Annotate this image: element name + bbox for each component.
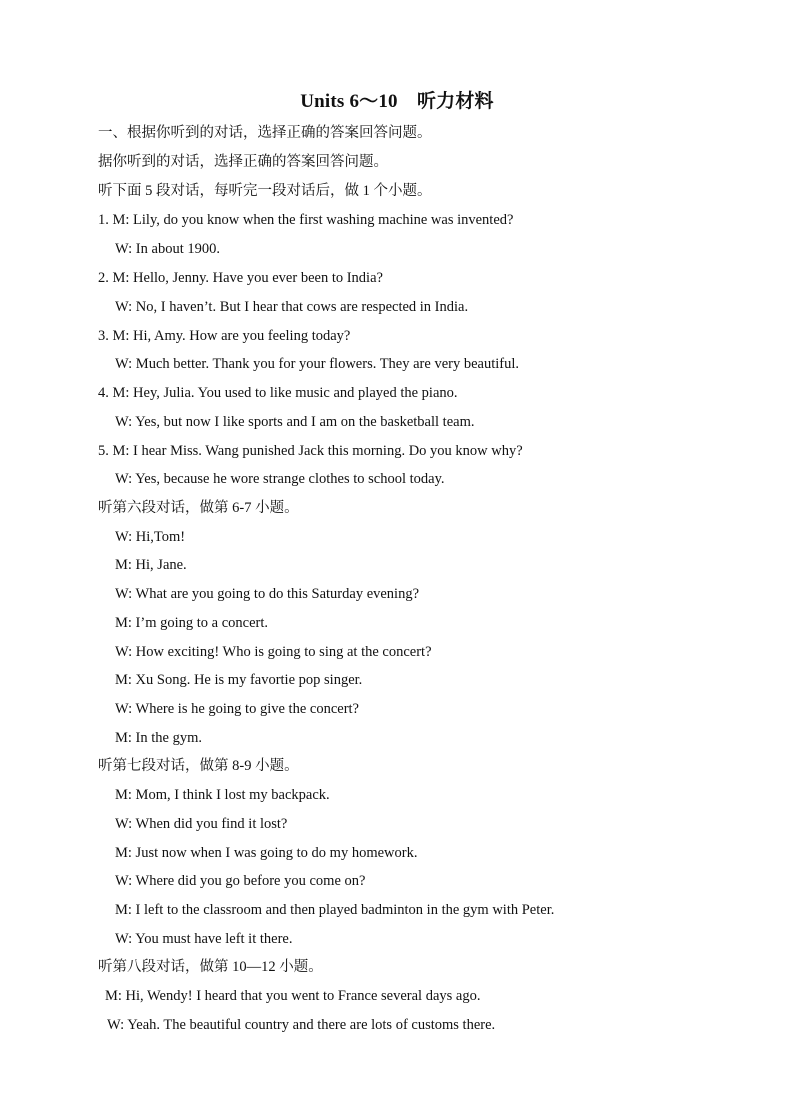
- dialogue-line: W: Yes, but now I like sports and I am on the basketball team.: [115, 414, 475, 430]
- dialogue-line: M: I’m going to a concert.: [115, 615, 269, 631]
- dialogue-line: W: Yeah. The beautiful country and there are lots of customs there.: [107, 1017, 496, 1033]
- dialogue-line: 2. M: Hello, Jenny. Have you ever been to India?: [98, 270, 383, 286]
- section-instruction: 据你听到的对话，选择正确的答案回答问题。: [98, 154, 388, 170]
- dialogue-line: M: In the gym.: [115, 730, 202, 746]
- section-instruction: 听下面 5 段对话，每听完一段对话后，做 1 个小题。: [98, 183, 432, 199]
- dialogue-line: W: What are you going to do this Saturday evening?: [115, 586, 420, 602]
- dialogue-line: 4. M: Hey, Julia. You used to like music and played the piano.: [98, 385, 458, 401]
- dialogue-line: W: Yes, because he wore strange clothes to school today.: [115, 471, 445, 487]
- dialogue-line: 5. M: I hear Miss. Wang punished Jack this morning. Do you know why?: [98, 443, 523, 459]
- dialogue-line: W: Where is he going to give the concert?: [115, 701, 359, 717]
- dialogue-line: W: No, I haven’t. But I hear that cows are respected in India.: [115, 299, 469, 315]
- dialogue-line: W: You must have left it there.: [115, 931, 293, 947]
- dialogue-line: W: Where did you go before you come on?: [115, 873, 366, 889]
- dialogue-line: M: Just now when I was going to do my homework.: [115, 845, 418, 861]
- section-instruction: 一、根据你听到的对话，选择正确的答案回答问题。: [98, 125, 432, 141]
- dialogue-line: M: Hi, Jane.: [115, 557, 187, 573]
- dialogue-line: 1. M: Lily, do you know when the first washing machine was invented?: [98, 212, 514, 228]
- dialogue-line: W: Much better. Thank you for your flowers. They are very beautiful.: [115, 356, 519, 372]
- dialogue-line: W: Hi,Tom!: [115, 529, 186, 545]
- dialogue-line: 3. M: Hi, Amy. How are you feeling today?: [98, 328, 351, 344]
- dialogue-line: M: Hi, Wendy! I heard that you went to France several days ago.: [105, 988, 481, 1004]
- dialogue-line: M: I left to the classroom and then played badminton in the gym with Peter.: [115, 902, 555, 918]
- dialogue-line: M: Xu Song. He is my favortie pop singer.: [115, 672, 363, 688]
- document-title: Units 6～10 听力材料: [300, 91, 494, 112]
- section-instruction: 听第八段对话，做第 10—12 小题。: [98, 959, 323, 975]
- dialogue-line: W: How exciting! Who is going to sing at the concert?: [115, 644, 432, 660]
- section-instruction: 听第七段对话，做第 8-9 小题。: [98, 758, 299, 774]
- dialogue-line: W: In about 1900.: [115, 241, 220, 257]
- section-instruction: 听第六段对话，做第 6-7 小题。: [98, 500, 299, 516]
- dialogue-line: W: When did you find it lost?: [115, 816, 288, 832]
- dialogue-line: M: Mom, I think I lost my backpack.: [115, 787, 330, 803]
